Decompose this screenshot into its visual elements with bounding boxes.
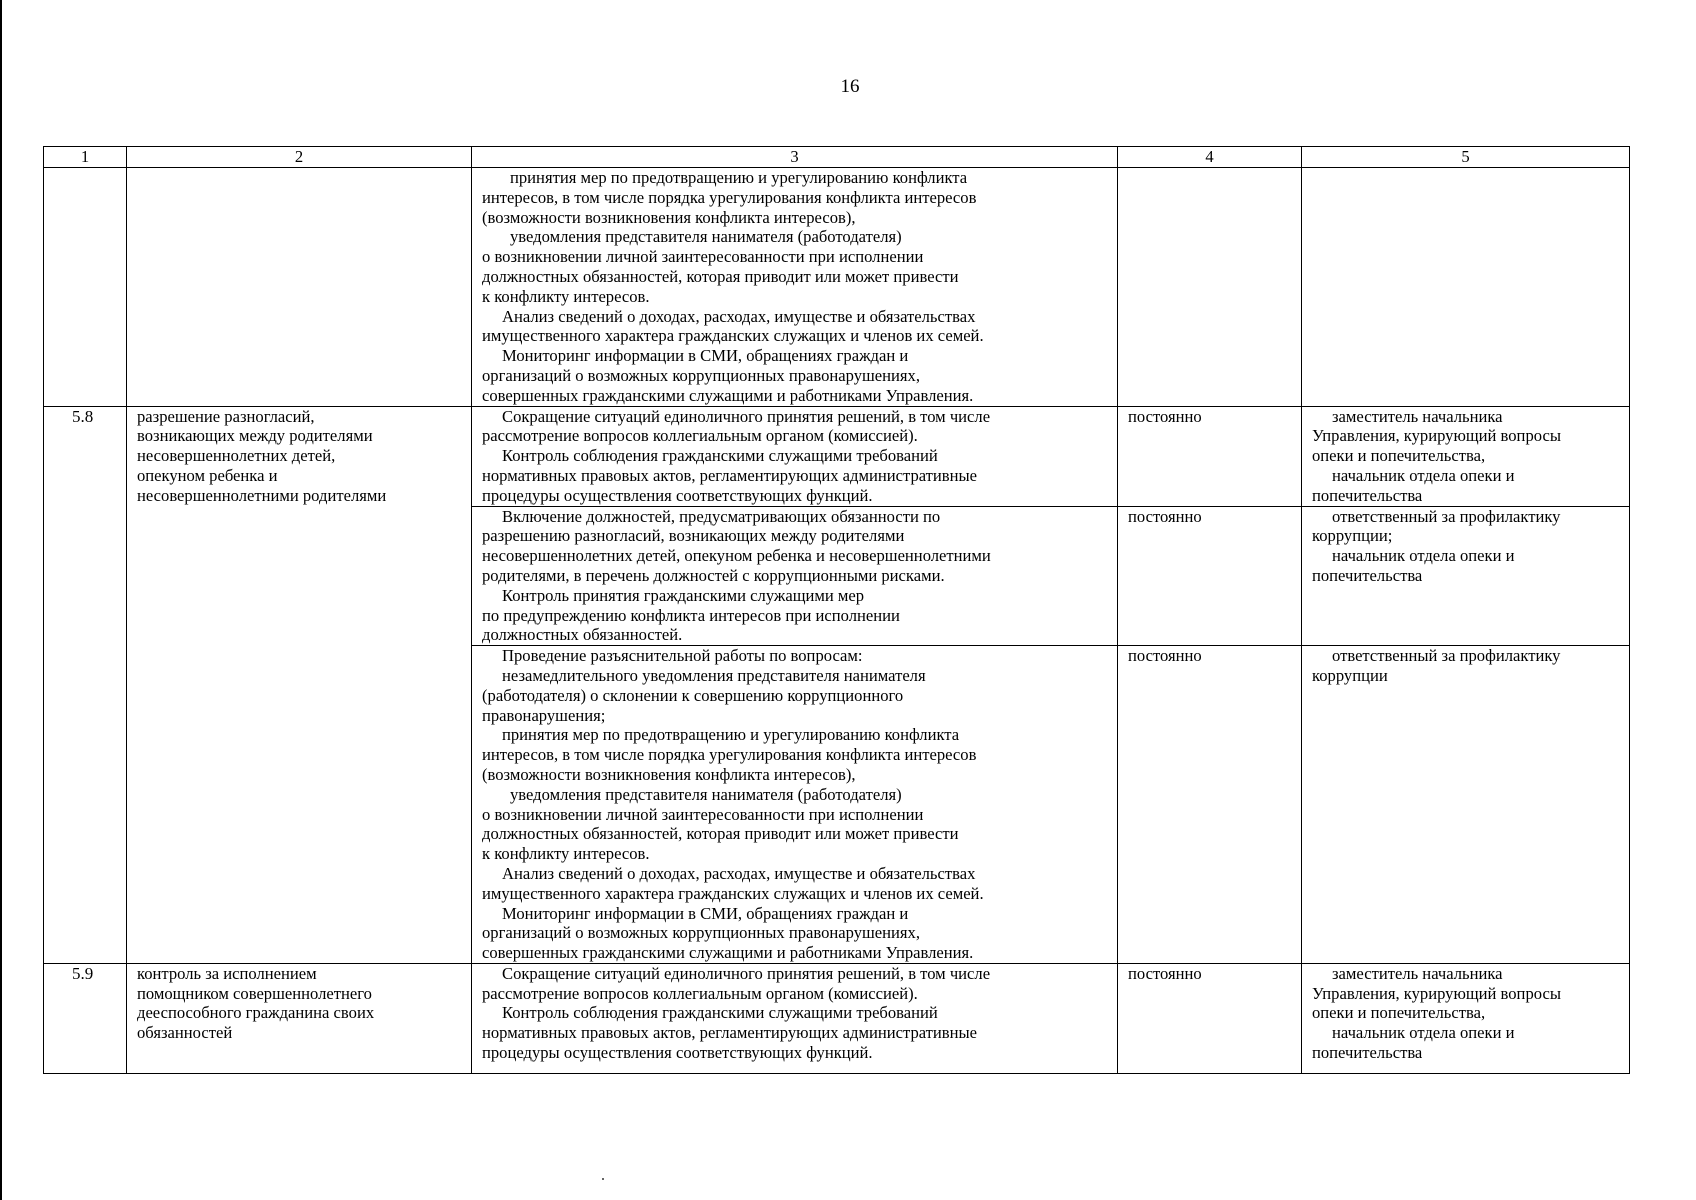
term-text: постоянно	[1128, 646, 1202, 666]
responsible-cell	[1302, 406, 1630, 506]
responsible-cell	[1302, 646, 1630, 964]
measure-line: правонарушения;	[482, 705, 606, 725]
table-row-5-8	[44, 406, 1630, 506]
measure-line: организаций о возможных коррупционных правонарушениях,	[482, 923, 920, 943]
responsible-line: попечительства	[1312, 485, 1423, 505]
responsible-line: попечительства	[1312, 1043, 1423, 1063]
measure-line: Анализ сведений о доходах, расходах, имуществе и обязательствах	[502, 306, 976, 326]
row-number: 5.9	[72, 963, 94, 983]
term-text: постоянно	[1128, 506, 1202, 526]
measure-line: принятия мер по предотвращению и урегулированию конфликта	[502, 725, 960, 745]
term-text: постоянно	[1128, 963, 1202, 983]
measure-line: принятия мер по предотвращению и урегулированию конфликта	[510, 168, 968, 187]
row-number: 5.8	[72, 406, 94, 426]
measure-line: Анализ сведений о доходах, расходах, имуществе и обязательствах	[502, 863, 976, 883]
measure-line: о возникновении личной заинтересованности при исполнении	[482, 247, 924, 267]
measure-line: имущественного характера гражданских служащих и членов их семей.	[482, 883, 984, 903]
measure-line: (возможности возникновения конфликта интересов),	[482, 207, 856, 227]
measure-line: к конфликту интересов.	[482, 286, 650, 306]
measure-line: родителями, в перечень должностей с коррупционными рисками.	[482, 565, 945, 585]
measure-line: имущественного характера гражданских служащих и членов их семей.	[482, 326, 984, 346]
measure-line: незамедлительного уведомления представителя нанимателя	[502, 665, 926, 685]
risk-line: обязанностей	[137, 1023, 233, 1043]
responsible-line: заместитель начальника	[1332, 963, 1503, 983]
responsible-line: опеки и попечительства,	[1312, 1003, 1486, 1023]
responsible-line: коррупции;	[1312, 526, 1393, 546]
table-row-5-9	[44, 963, 1630, 1073]
responsible-line: попечительства	[1312, 565, 1423, 585]
measure-line: организаций о возможных коррупционных правонарушениях,	[482, 365, 920, 385]
continuation-measures-cell	[472, 168, 1118, 407]
responsible-line: Управления, курирующий вопросы	[1312, 426, 1561, 446]
measure-line: (работодателя) о склонении к совершению коррупционного	[482, 685, 904, 705]
measure-line: должностных обязанностей.	[482, 625, 683, 645]
responsible-line: ответственный за профилактику	[1332, 506, 1561, 526]
responsible-line: начальник отдела опеки и	[1332, 546, 1515, 566]
measure-line: должностных обязанностей, которая приводит или может привести	[482, 266, 959, 286]
column-header-4: 4	[1118, 147, 1302, 168]
measure-line: (возможности возникновения конфликта интересов),	[482, 764, 856, 784]
measure-line: уведомления представителя нанимателя (работодателя)	[510, 784, 902, 804]
responsible-line: Управления, курирующий вопросы	[1312, 983, 1561, 1003]
table-row-continuation	[44, 168, 1630, 407]
measure-line: уведомления представителя нанимателя (работодателя)	[510, 227, 902, 247]
measures-cell	[472, 506, 1118, 646]
risk-line: дееспособного гражданина своих	[137, 1003, 375, 1023]
risk-cell	[127, 963, 472, 1073]
risk-line: контроль за исполнением	[137, 963, 317, 983]
measure-line: к конфликту интересов.	[482, 844, 650, 864]
risk-line: возникающих между родителями	[137, 426, 373, 446]
measure-line: несовершеннолетних детей, опекуном ребенка и несовершеннолетними	[482, 546, 991, 566]
measure-line: совершенных гражданскими служащими и работниками Управления.	[482, 385, 974, 405]
risk-line: несовершеннолетних детей,	[137, 446, 336, 466]
measure-line: процедуры осуществления соответствующих функций.	[482, 1043, 873, 1063]
responsible-cell	[1302, 963, 1630, 1073]
measures-cell	[472, 963, 1118, 1073]
responsible-line: начальник отдела опеки и	[1332, 465, 1515, 485]
measure-line: Включение должностей, предусматривающих обязанности по	[502, 506, 941, 526]
responsible-line: опеки и попечительства,	[1312, 446, 1486, 466]
page-left-edge	[0, 0, 2, 1200]
measure-line: по предупреждению конфликта интересов при исполнении	[482, 605, 900, 625]
scan-speck	[602, 1178, 604, 1180]
term-text: постоянно	[1128, 406, 1202, 426]
row-number-cell	[44, 406, 127, 963]
responsible-cell	[1302, 506, 1630, 646]
measure-line: о возникновении личной заинтересованности при исполнении	[482, 804, 924, 824]
risk-line: опекуном ребенка и	[137, 465, 278, 485]
term-cell	[1118, 963, 1302, 1073]
page-number: 16	[840, 76, 860, 97]
continuation-risk-cell	[127, 168, 472, 407]
measure-line: должностных обязанностей, которая приводит или может привести	[482, 824, 959, 844]
measure-line: нормативных правовых актов, регламентирующих административные	[482, 1023, 978, 1043]
row-number-cell	[44, 963, 127, 1073]
measure-line: нормативных правовых актов, регламентирующих административные	[482, 465, 978, 485]
anticorruption-measures-table	[43, 146, 1630, 1074]
measure-line: рассмотрение вопросов коллегиальным органом (комиссией).	[482, 983, 918, 1003]
column-header-3: 3	[472, 147, 1118, 168]
measure-line: Сокращение ситуаций единоличного принятия решений, в том числе	[502, 963, 991, 983]
risk-line: помощником совершеннолетнего	[137, 983, 372, 1003]
measure-line: Проведение разъяснительной работы по вопросам:	[502, 646, 863, 666]
column-header-1: 1	[44, 147, 127, 168]
header-row	[44, 147, 1630, 168]
measure-line: совершенных гражданскими служащими и работниками Управления.	[482, 943, 974, 963]
measures-cell	[472, 406, 1118, 506]
continuation-term-cell	[1118, 168, 1302, 407]
responsible-line: коррупции	[1312, 665, 1388, 685]
measure-line: Сокращение ситуаций единоличного принятия решений, в том числе	[502, 406, 991, 426]
continuation-number-cell	[44, 168, 127, 407]
responsible-line: ответственный за профилактику	[1332, 646, 1561, 666]
risk-cell	[127, 406, 472, 963]
measure-line: Мониторинг информации в СМИ, обращениях граждан и	[502, 346, 909, 366]
term-cell	[1118, 406, 1302, 506]
column-header-5: 5	[1302, 147, 1630, 168]
measure-line: процедуры осуществления соответствующих функций.	[482, 485, 873, 505]
measure-line: Контроль соблюдения гражданскими служащими требований	[502, 446, 938, 466]
risk-line: разрешение разногласий,	[137, 406, 315, 426]
measure-line: Контроль соблюдения гражданскими служащими требований	[502, 1003, 938, 1023]
measure-line: Мониторинг информации в СМИ, обращениях граждан и	[502, 903, 909, 923]
measures-cell	[472, 646, 1118, 964]
measure-line: рассмотрение вопросов коллегиальным органом (комиссией).	[482, 426, 918, 446]
risk-line: несовершеннолетними родителями	[137, 485, 387, 505]
measure-line: Контроль принятия гражданскими служащими мер	[502, 585, 865, 605]
measure-line: интересов, в том числе порядка урегулирования конфликта интересов	[482, 745, 977, 765]
responsible-line: начальник отдела опеки и	[1332, 1023, 1515, 1043]
continuation-responsible-cell	[1302, 168, 1630, 407]
term-cell	[1118, 506, 1302, 646]
term-cell	[1118, 646, 1302, 964]
responsible-line: заместитель начальника	[1332, 406, 1503, 426]
measure-line: разрешению разногласий, возникающих между родителями	[482, 526, 905, 546]
measure-line: интересов, в том числе порядка урегулирования конфликта интересов	[482, 187, 977, 207]
column-header-2: 2	[127, 147, 472, 168]
